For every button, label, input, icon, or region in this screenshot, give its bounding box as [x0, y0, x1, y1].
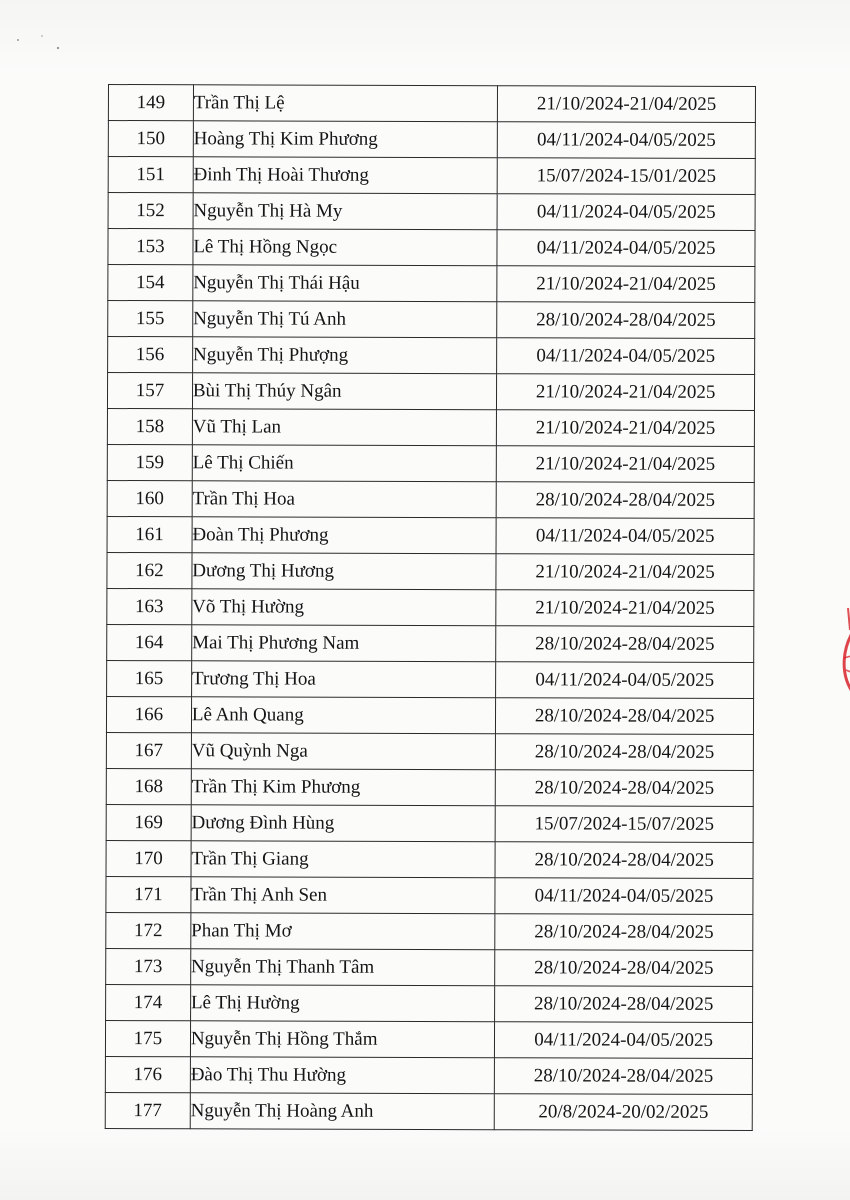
row-number-cell: 154 — [108, 265, 193, 301]
name-cell: Nguyễn Thị Phượng — [192, 337, 497, 374]
row-number-cell: 171 — [106, 876, 191, 912]
period-cell: 28/10/2024-28/04/2025 — [496, 698, 754, 735]
name-cell: Dương Thị Hương — [192, 553, 497, 590]
name-cell: Nguyễn Thị Thanh Tâm — [191, 949, 496, 986]
table-row — [106, 876, 753, 914]
name-cell: Trần Thị Giang — [191, 841, 496, 878]
row-number-cell: 173 — [106, 948, 191, 984]
row-number-cell: 170 — [106, 840, 191, 876]
table-row — [107, 660, 754, 698]
row-number-cell: 162 — [107, 552, 192, 588]
row-number-cell: 149 — [108, 85, 193, 121]
row-number-cell: 152 — [108, 193, 193, 229]
row-number-cell: 174 — [106, 984, 191, 1020]
table-row — [108, 337, 755, 375]
table-row — [108, 85, 755, 123]
period-cell: 04/11/2024-04/05/2025 — [497, 338, 755, 375]
name-cell: Trương Thị Hoa — [191, 661, 496, 698]
period-cell: 28/10/2024-28/04/2025 — [495, 950, 753, 987]
period-cell: 20/8/2024-20/02/2025 — [494, 1094, 752, 1131]
period-cell: 04/11/2024-04/05/2025 — [495, 878, 753, 915]
table-row — [107, 516, 754, 554]
name-cell: Vũ Quỳnh Nga — [191, 733, 496, 770]
period-cell: 28/10/2024-28/04/2025 — [497, 302, 755, 339]
table-row — [107, 480, 754, 518]
period-cell: 04/11/2024-04/05/2025 — [496, 662, 754, 699]
name-cell: Nguyễn Thị Hà My — [193, 193, 498, 230]
period-cell: 28/10/2024-28/04/2025 — [496, 734, 754, 771]
table-row — [108, 121, 755, 159]
table-row — [105, 1020, 752, 1058]
row-number-cell: 150 — [108, 121, 193, 157]
name-cell: Lê Anh Quang — [191, 697, 496, 734]
row-number-cell: 168 — [106, 768, 191, 804]
period-cell: 21/10/2024-21/04/2025 — [497, 266, 755, 303]
period-cell: 15/07/2024-15/07/2025 — [495, 806, 753, 843]
period-cell: 21/10/2024-21/04/2025 — [497, 374, 755, 411]
name-cell: Đinh Thị Hoài Thương — [193, 157, 498, 194]
period-cell: 28/10/2024-28/04/2025 — [495, 770, 753, 807]
table-row — [106, 804, 753, 842]
row-number-cell: 163 — [107, 588, 192, 624]
period-cell: 28/10/2024-28/04/2025 — [495, 914, 753, 951]
period-cell: 28/10/2024-28/04/2025 — [495, 986, 753, 1023]
table-row — [106, 696, 753, 734]
table-row — [108, 229, 755, 267]
period-cell: 04/11/2024-04/05/2025 — [496, 518, 754, 555]
name-cell: Võ Thị Hường — [192, 589, 497, 626]
table-row — [106, 732, 753, 770]
period-cell: 28/10/2024-28/04/2025 — [496, 626, 754, 663]
row-number-cell: 161 — [107, 516, 192, 552]
row-number-cell: 169 — [106, 804, 191, 840]
name-cell: Lê Thị Hường — [190, 985, 495, 1022]
table-row — [106, 768, 753, 806]
row-number-cell: 155 — [108, 301, 193, 337]
period-cell: 21/10/2024-21/04/2025 — [496, 590, 754, 627]
table-row — [106, 984, 753, 1022]
period-cell: 28/10/2024-28/04/2025 — [495, 1058, 753, 1095]
row-number-cell: 172 — [106, 912, 191, 948]
name-cell: Hoàng Thị Kim Phương — [193, 121, 498, 158]
roster-table-body — [105, 85, 755, 1131]
name-cell: Trần Thị Anh Sen — [191, 877, 496, 914]
table-row — [105, 1056, 752, 1094]
name-cell: Dương Đình Hùng — [191, 805, 496, 842]
row-number-cell: 156 — [108, 337, 193, 373]
row-number-cell: 176 — [105, 1056, 190, 1092]
table-row — [108, 301, 755, 339]
name-cell: Lê Thị Chiến — [192, 445, 497, 482]
period-cell: 21/10/2024-21/04/2025 — [496, 554, 754, 591]
table-row — [108, 193, 755, 231]
period-cell: 15/07/2024-15/01/2025 — [497, 158, 755, 195]
name-cell: Trần Thị Hoa — [192, 481, 497, 518]
name-cell: Trần Thị Kim Phương — [191, 769, 496, 806]
row-number-cell: 151 — [108, 157, 193, 193]
period-cell: 28/10/2024-28/04/2025 — [496, 482, 754, 519]
period-cell: 04/11/2024-04/05/2025 — [497, 194, 755, 231]
table-row — [106, 912, 753, 950]
name-cell: Nguyễn Thị Hồng Thắm — [190, 1021, 495, 1058]
period-cell: 21/10/2024-21/04/2025 — [498, 86, 756, 123]
table-row — [106, 948, 753, 986]
row-number-cell: 157 — [107, 373, 192, 409]
table-row — [105, 1092, 752, 1130]
row-number-cell: 153 — [108, 229, 193, 265]
row-number-cell: 175 — [105, 1020, 190, 1056]
row-number-cell: 166 — [106, 696, 191, 732]
name-cell: Mai Thị Phương Nam — [192, 625, 497, 662]
table-row — [107, 588, 754, 626]
name-cell: Nguyễn Thị Tú Anh — [193, 301, 498, 338]
period-cell: 04/11/2024-04/05/2025 — [497, 230, 755, 267]
table-row — [107, 444, 754, 482]
period-cell: 28/10/2024-28/04/2025 — [495, 842, 753, 879]
table-row — [107, 408, 754, 446]
roster-table — [105, 84, 756, 1131]
row-number-cell: 177 — [105, 1092, 190, 1128]
row-number-cell: 159 — [107, 444, 192, 480]
table-row — [106, 840, 753, 878]
table-row — [107, 552, 754, 590]
period-cell: 04/11/2024-04/05/2025 — [498, 122, 756, 159]
row-number-cell: 167 — [106, 732, 191, 768]
table-row — [108, 265, 755, 303]
red-seal-stamp-icon — [818, 600, 850, 720]
row-number-cell: 160 — [107, 480, 192, 516]
name-cell: Lê Thị Hồng Ngọc — [193, 229, 498, 266]
table-row — [107, 373, 754, 411]
name-cell: Nguyễn Thị Hoàng Anh — [190, 1093, 495, 1130]
row-number-cell: 158 — [107, 408, 192, 444]
period-cell: 21/10/2024-21/04/2025 — [497, 410, 755, 447]
name-cell: Nguyễn Thị Thái Hậu — [193, 265, 498, 302]
row-number-cell: 164 — [107, 624, 192, 660]
table-row — [107, 624, 754, 662]
name-cell: Bùi Thị Thúy Ngân — [192, 373, 497, 410]
name-cell: Đào Thị Thu Hường — [190, 1057, 495, 1094]
name-cell: Phan Thị Mơ — [191, 913, 496, 950]
name-cell: Đoàn Thị Phương — [192, 517, 497, 554]
period-cell: 21/10/2024-21/04/2025 — [497, 446, 755, 483]
table-row — [108, 157, 755, 195]
row-number-cell: 165 — [107, 660, 192, 696]
name-cell: Vũ Thị Lan — [192, 409, 497, 446]
name-cell: Trần Thị Lệ — [193, 85, 498, 122]
scan-speck-mark — [12, 30, 72, 60]
period-cell: 04/11/2024-04/05/2025 — [495, 1022, 753, 1059]
